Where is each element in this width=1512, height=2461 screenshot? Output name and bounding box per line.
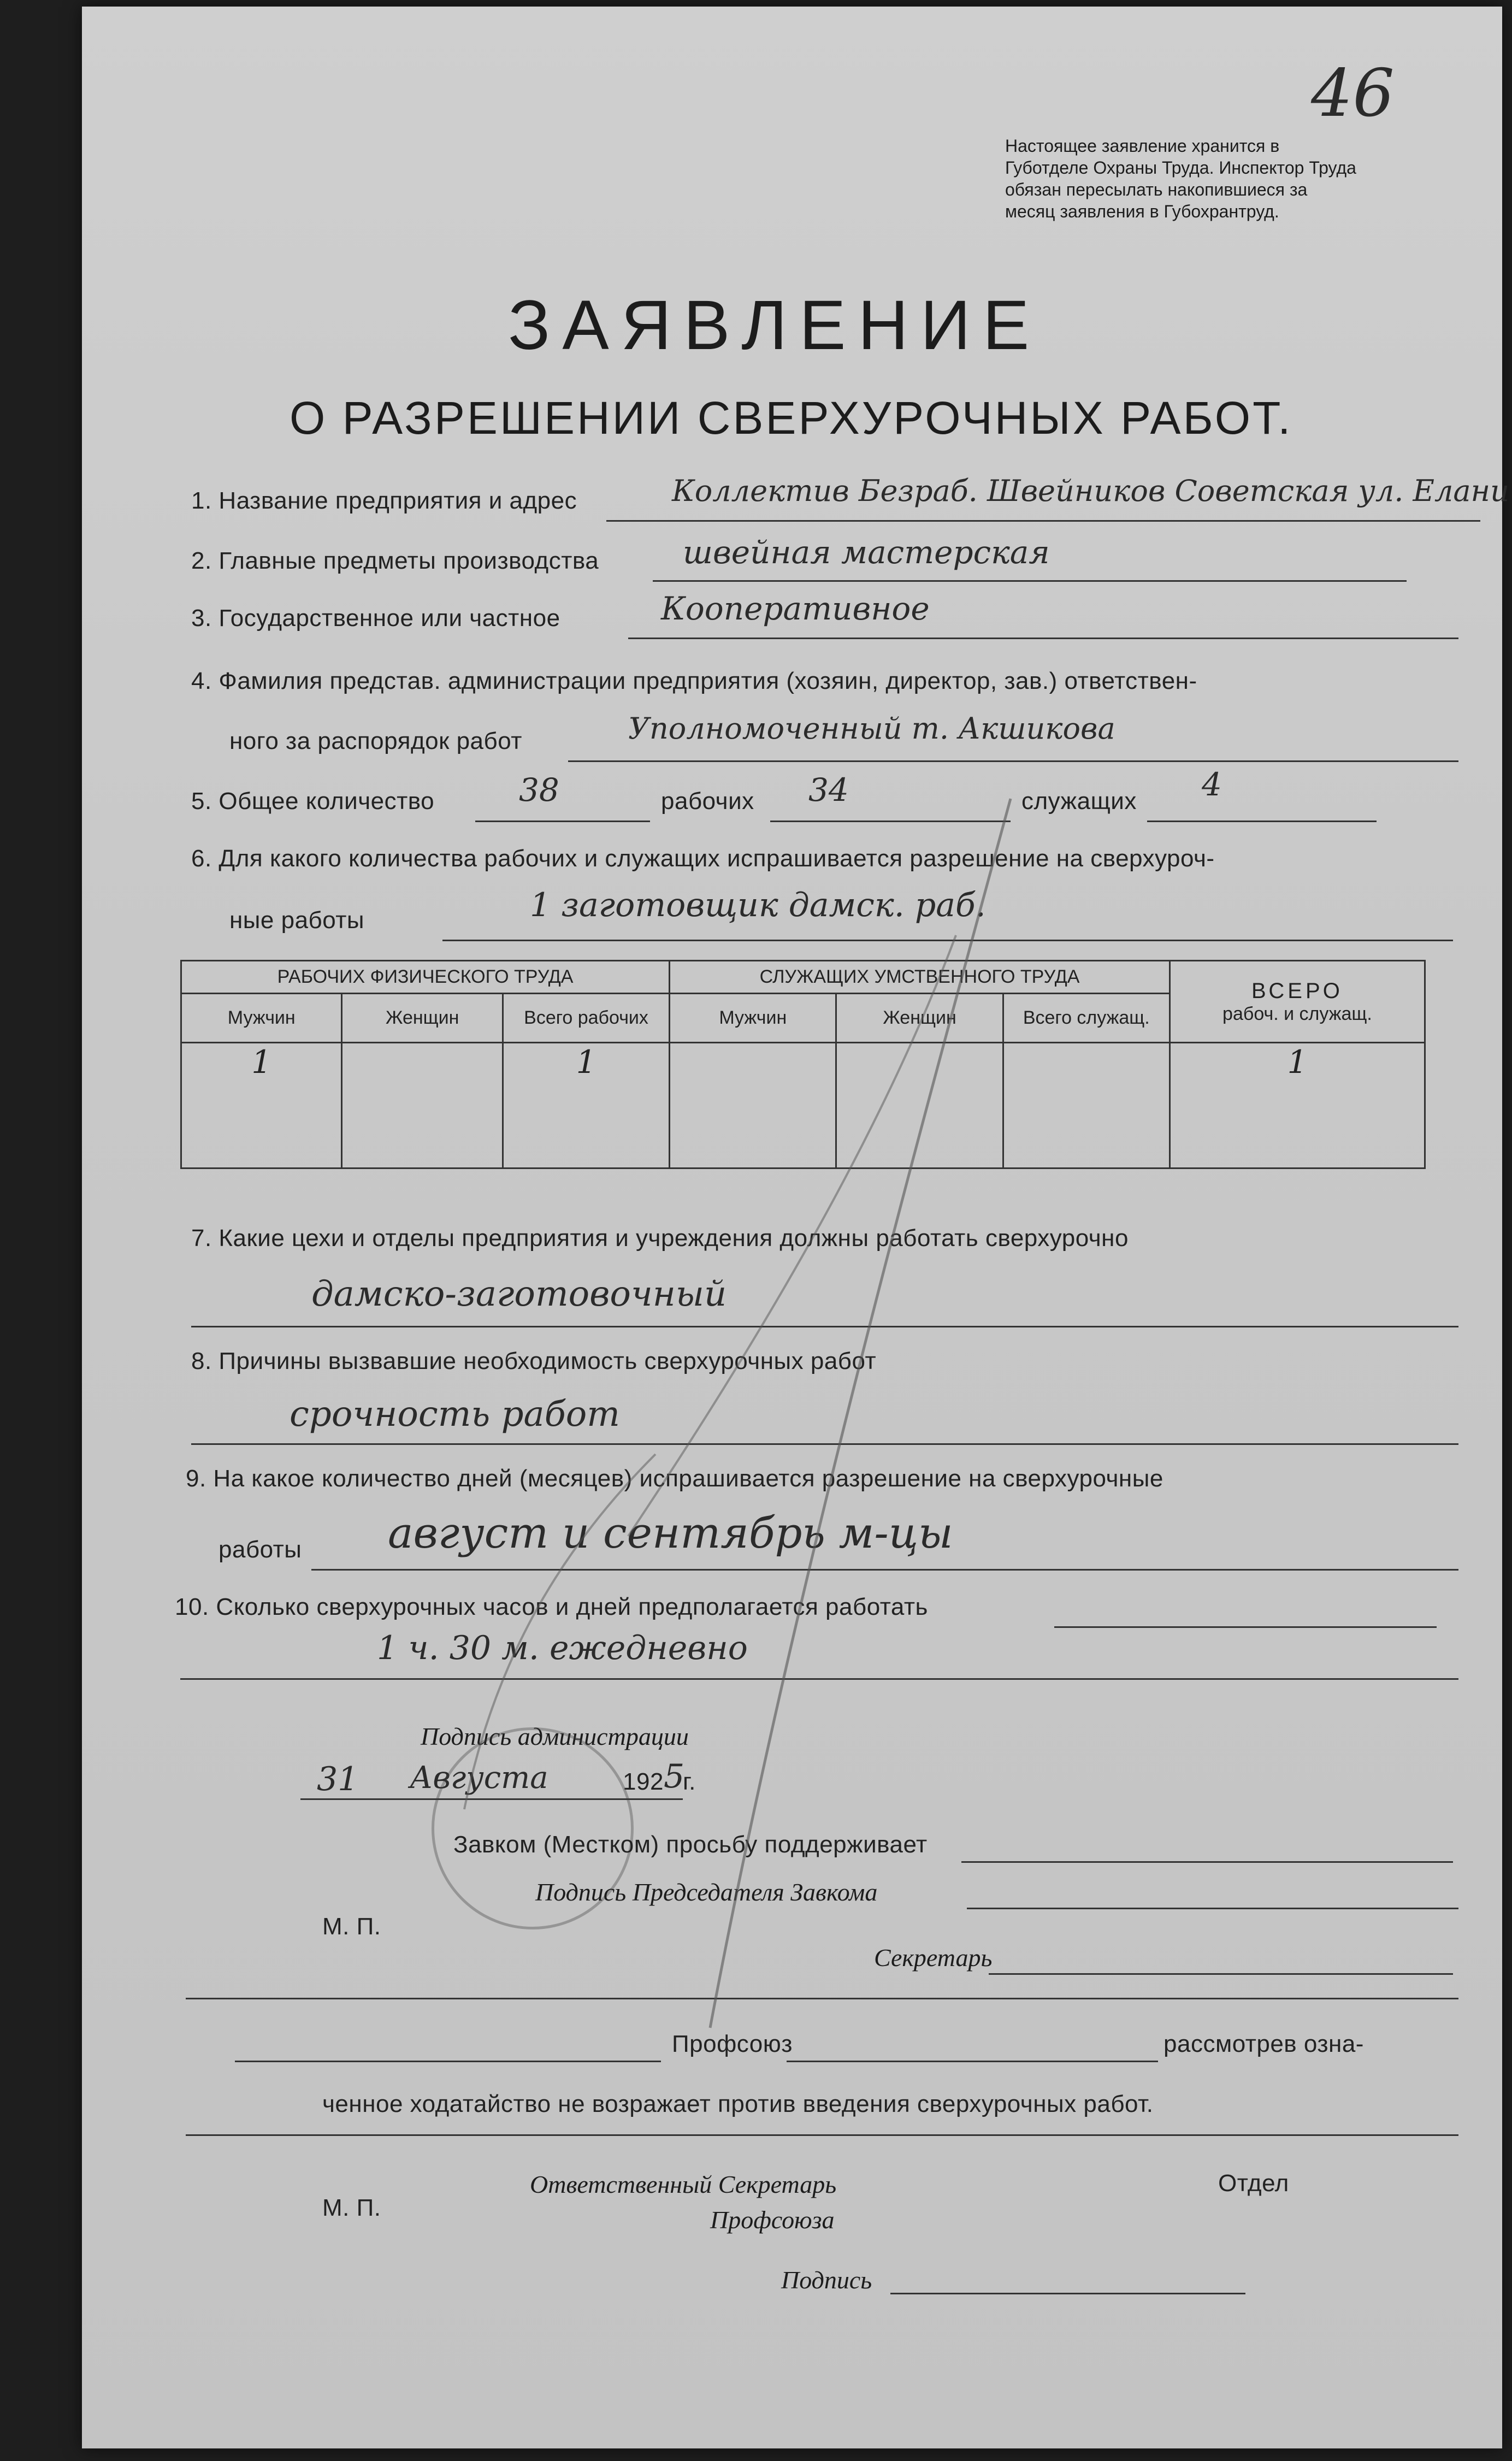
answer-7-line xyxy=(191,1326,1458,1327)
table-total-header xyxy=(1170,961,1425,1043)
document-page xyxy=(82,7,1509,2448)
table-cell-women-1 xyxy=(342,1043,503,1168)
reviewed-continuation: ченное ходатайство не возражает против введения сверхурочных работ. xyxy=(322,2091,1154,2117)
answer-5-workers: 34 xyxy=(808,771,849,808)
question-5-staff-label: служащих xyxy=(1021,788,1137,815)
table-col-women-2: Женщин xyxy=(836,994,1003,1043)
table-col-men-2: Мужчин xyxy=(670,994,836,1043)
question-3: 3. Государственное или частное xyxy=(191,605,560,632)
date-month: Августа xyxy=(410,1760,548,1796)
answer-10: 1 ч. 30 м. ежедневно xyxy=(377,1629,748,1667)
table-cell-total-workers: 1 xyxy=(503,1043,669,1168)
question-7: 7. Какие цехи и отделы предприятия и учреждения должны работать сверхурочно xyxy=(191,1225,1129,1252)
answer-4: Уполномоченный т. Акшикова xyxy=(628,711,1115,746)
table-cell-men-2 xyxy=(670,1043,836,1168)
question-6-line2: ные работы xyxy=(229,907,365,934)
table-col-men-1: Мужчин xyxy=(181,994,342,1043)
reviewed-label: рассмотрев озна- xyxy=(1163,2031,1364,2057)
question-9-line1: 9. На какое количество дней (месяцев) испрашивается разрешение на сверхурочные xyxy=(186,1465,1163,1492)
answer-1-line xyxy=(606,520,1480,522)
corner-number: 46 xyxy=(1311,56,1395,132)
secretary-label: Секретарь xyxy=(874,1944,993,1972)
date-day: 31 xyxy=(317,1760,359,1798)
answer-7: дамско-заготовочный xyxy=(311,1274,727,1314)
answer-5-staff-line xyxy=(1147,821,1377,822)
question-8: 8. Причины вызвавшие необходимость сверхурочных работ xyxy=(191,1348,877,1374)
answer-1: Коллектив Безраб. Швейников Советская ул. Елани xyxy=(672,474,1509,508)
table-group-mental: СЛУЖАЩИХ УМСТВЕННОГО ТРУДА xyxy=(670,961,1170,994)
question-10: 10. Сколько сверхурочных часов и дней предполагается работать xyxy=(175,1594,928,1620)
table-col-women-1: Женщин xyxy=(342,994,503,1043)
answer-8: срочность работ xyxy=(290,1394,620,1435)
question-4-line2: ного за распорядок работ xyxy=(229,728,522,754)
answer-6-line xyxy=(442,940,1453,941)
answer-10-line xyxy=(1054,1626,1437,1628)
stamp-place-2: М. П. xyxy=(322,2194,381,2221)
table-cell-total: 1 xyxy=(1170,1043,1425,1168)
table-cell-total-staff xyxy=(1003,1043,1170,1168)
answer-10-line2 xyxy=(180,1678,1458,1680)
divider-line xyxy=(186,1998,1458,1999)
table-cell-men-1: 1 xyxy=(181,1043,342,1168)
chair-signature-label: Подпись Председателя Завкома xyxy=(535,1878,878,1906)
responsible-secretary-label: Ответственный Секретарь xyxy=(530,2170,837,2198)
zavkom-label: Завком (Местком) просьбу поддерживает xyxy=(453,1831,928,1858)
zavkom-line xyxy=(961,1861,1453,1863)
answer-6: 1 заготовщик дамск. раб. xyxy=(530,886,986,924)
table-col-total-workers: Всего рабочих xyxy=(503,994,669,1043)
answer-9: август и сентябрь м-цы xyxy=(388,1509,953,1558)
question-5-label: 5. Общее количество xyxy=(191,788,435,815)
answer-4-line xyxy=(568,760,1458,762)
question-2: 2. Главные предметы производства xyxy=(191,547,599,574)
page-title: ЗАЯВЛЕНИЕ xyxy=(508,286,1042,364)
secretary-line xyxy=(989,1973,1453,1975)
answer-8-line xyxy=(191,1443,1458,1445)
profsoyuz-line2 xyxy=(787,2061,1158,2062)
answer-3: Кооперативное xyxy=(661,590,930,627)
question-1: 1. Название предприятия и адрес xyxy=(191,487,577,514)
profsoyuz-label: Профсоюз xyxy=(672,2031,793,2057)
department-label: Отдел xyxy=(1218,2170,1289,2197)
storage-notice: Настоящее заявление хранится в Губотделе Охраны Труда. Инспектор Труда обязан пересылать накопившиеся за месяц заявления в Губохрантруд. xyxy=(1005,136,1356,221)
date-year-prefix: 192 xyxy=(623,1768,664,1795)
answer-2-line xyxy=(653,580,1407,582)
answer-9-line xyxy=(311,1569,1458,1571)
admin-signature-label: Подпись администрации xyxy=(421,1722,689,1750)
question-5-workers-label: рабочих xyxy=(661,788,754,815)
question-9-line2: работы xyxy=(218,1536,302,1563)
table-total-subtitle: рабоч. и служащ. xyxy=(1222,1003,1372,1024)
table-col-total-staff: Всего служащ. xyxy=(1003,994,1170,1043)
date-suffix: г. xyxy=(683,1768,696,1795)
profsoyuz-signature-label: Профсоюза xyxy=(710,2206,835,2234)
page-subtitle: О РАЗРЕШЕНИИ СВЕРХУРОЧНЫХ РАБОТ. xyxy=(290,392,1293,444)
question-4-line1: 4. Фамилия представ. администрации предприятия (хозяин, директор, зав.) ответствен- xyxy=(191,668,1197,694)
answer-5-workers-line xyxy=(770,821,1011,822)
stamp-place-1: М. П. xyxy=(322,1913,381,1940)
signature-line xyxy=(890,2293,1245,2294)
table-cell-women-2 xyxy=(836,1043,1003,1168)
answer-3-line xyxy=(628,638,1458,639)
answer-2: швейная мастерская xyxy=(683,534,1050,571)
question-6-line1: 6. Для какого количества рабочих и служащих испрашивается разрешение на сверхуроч- xyxy=(191,845,1215,872)
bottom-divider xyxy=(186,2134,1458,2136)
date-year-digit: 5 xyxy=(664,1757,685,1796)
table-total-title: ВСЕРО xyxy=(1251,978,1343,1003)
answer-5-total: 38 xyxy=(519,771,559,808)
workers-table xyxy=(180,960,1426,1169)
table-group-physical: РАБОЧИХ ФИЗИЧЕСКОГО ТРУДА xyxy=(181,961,670,994)
profsoyuz-line xyxy=(235,2061,661,2062)
chair-line xyxy=(967,1908,1458,1909)
answer-5-total-line xyxy=(475,821,650,822)
answer-5-staff: 4 xyxy=(1202,766,1222,803)
signature-label: Подпись xyxy=(781,2266,872,2294)
